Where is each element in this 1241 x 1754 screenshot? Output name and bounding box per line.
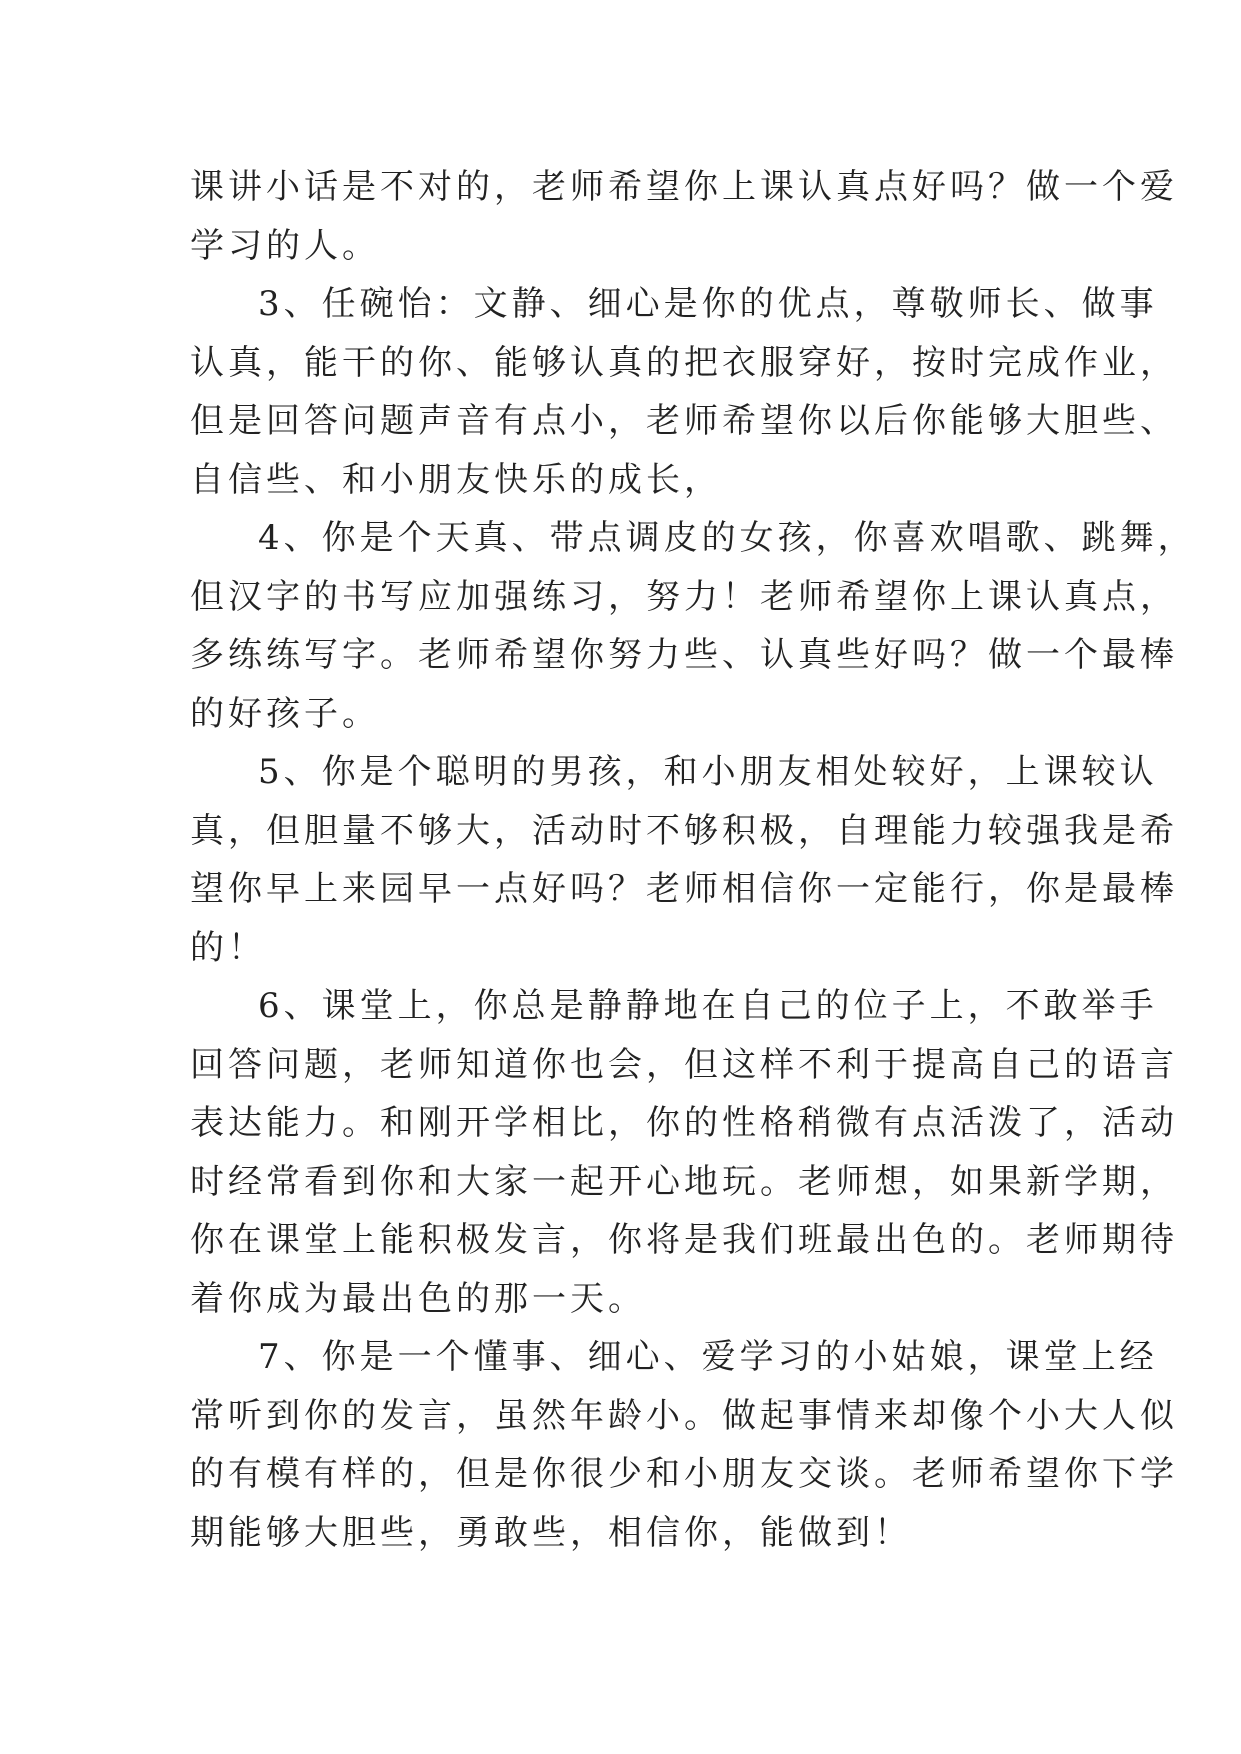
paragraph-comment-7 bbox=[190, 1328, 1178, 1562]
text-line: 着你成为最出色的那一天。 bbox=[190, 1278, 646, 1319]
text-line: 但是回答问题声音有点小，老师希望你以后你能够大胆些、 bbox=[190, 401, 1178, 441]
text-line: 多练练写字。老师希望你努力些、认真些好吗？做一个最棒 bbox=[190, 635, 1178, 675]
text-line: 时经常看到你和大家一起开心地玩。老师想，如果新学期， bbox=[190, 1161, 1178, 1202]
text-line: 学习的人。 bbox=[190, 225, 380, 266]
text-line: 3、任碗怡：文静、细心是你的优点，尊敬师长、做事 bbox=[258, 284, 1158, 324]
text-line: 但汉字的书写应加强练习，努力！老师希望你上课认真点， bbox=[190, 576, 1178, 617]
text-line: 表达能力。和刚开学相比，你的性格稍微有点活泼了，活动 bbox=[190, 1103, 1178, 1143]
text-line: 5、你是个聪明的男孩，和小朋友相处较好，上课较认 bbox=[258, 752, 1158, 792]
paragraph-comment-4 bbox=[190, 509, 1196, 743]
paragraph-intro-continued bbox=[190, 158, 1178, 275]
document-body bbox=[190, 158, 1196, 1562]
text-line: 课讲小话是不对的，老师希望你上课认真点好吗？做一个爱 bbox=[190, 167, 1178, 207]
paragraph-comment-6 bbox=[190, 977, 1178, 1328]
text-line: 6、课堂上，你总是静静地在自己的位子上，不敢举手 bbox=[258, 986, 1158, 1026]
text-line: 期能够大胆些，勇敢些，相信你，能做到！ bbox=[190, 1512, 912, 1553]
text-line: 真，但胆量不够大，活动时不够积极，自理能力较强我是希 bbox=[190, 810, 1178, 851]
text-line: 回答问题，老师知道你也会，但这样不利于提高自己的语言 bbox=[190, 1044, 1178, 1085]
text-line: 的好孩子。 bbox=[190, 693, 380, 734]
text-line: 望你早上来园早一点好吗？老师相信你一定能行，你是最棒 bbox=[190, 869, 1178, 909]
text-line: 常听到你的发言，虽然年龄小。做起事情来却像个小大人似 bbox=[190, 1395, 1178, 1436]
text-line: 的！ bbox=[190, 927, 266, 968]
text-line: 你在课堂上能积极发言，你将是我们班最出色的。老师期待 bbox=[190, 1220, 1178, 1260]
text-line: 的有模有样的，但是你很少和小朋友交谈。老师希望你下学 bbox=[190, 1454, 1178, 1494]
text-line: 认真，能干的你、能够认真的把衣服穿好，按时完成作业， bbox=[190, 342, 1178, 383]
text-line: 4、你是个天真、带点调皮的女孩，你喜欢唱歌、跳舞， bbox=[258, 518, 1196, 558]
paragraph-comment-3 bbox=[190, 275, 1178, 509]
paragraph-comment-5 bbox=[190, 743, 1178, 977]
text-line: 自信些、和小朋友快乐的成长， bbox=[190, 459, 722, 500]
text-line: 7、你是一个懂事、细心、爱学习的小姑娘，课堂上经 bbox=[258, 1337, 1158, 1377]
